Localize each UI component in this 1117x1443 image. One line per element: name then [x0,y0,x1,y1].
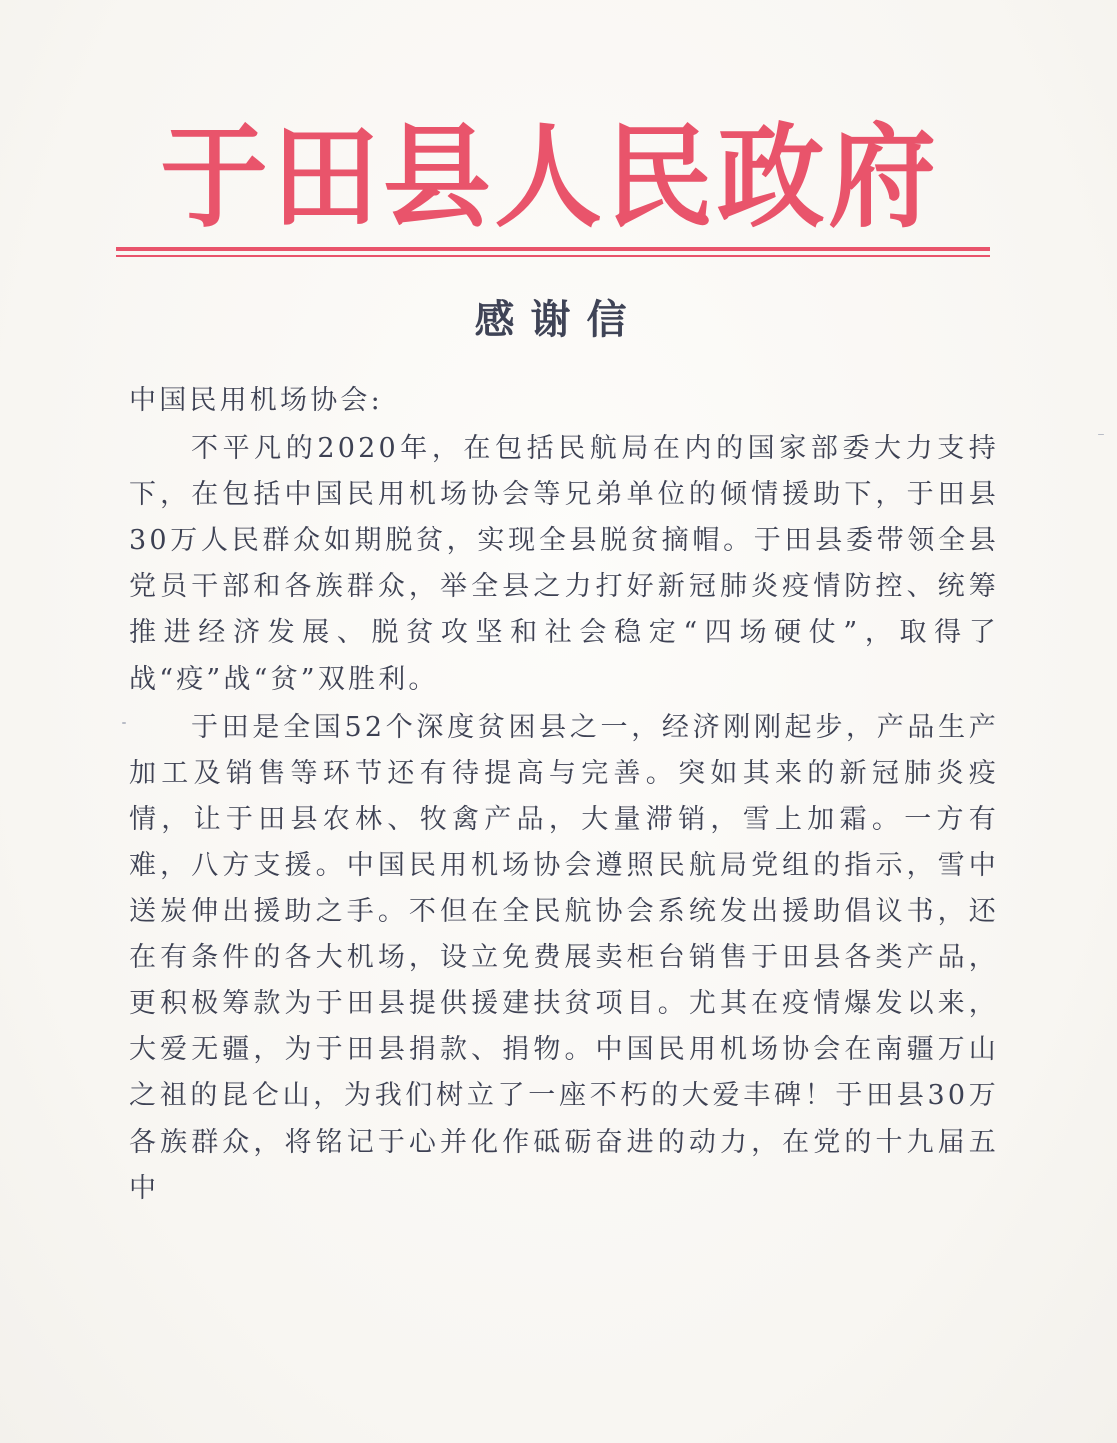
letterhead-red-rule-thin [116,255,990,257]
document-title: 感谢信 [474,297,643,343]
body-paragraph: 于田是全国52个深度贫困县之一，经济刚刚起步，产品生产加工及销售等环节还有待提高与完善。突如其来的新冠肺炎疫情，让于田县农林、牧禽产品，大量滞销，雪上加霜。一方有难，八方支援。中国民用机场协会遵照民航局党组的指示，雪中送炭伸出援助之手。不但在全民航协会系统发出援助倡议书，还在有条件的各大机场，设立免费展卖柜台销售于田县各类产品，更积极筹款为于田县提供援建扶贫项目。尤其在疫情爆发以来，大爱无疆，为于田县捐款、捐物。中国民用机场协会在南疆万山之祖的昆仑山，为我们树立了一座不朽的大爱丰碑！于田县30万各族群众，将铭记于心并化作砥砺奋进的动力，在党的十九届五中 [129,711,999,1204]
salutation: 中国民用机场协会: [129,385,383,416]
letterhead-red-rule-thick [116,247,990,251]
scan-speck [1098,434,1104,435]
scan-speck [122,722,126,724]
document-body [129,378,999,1212]
letterhead-org-name: 于田县人民政府 [160,113,940,243]
body-paragraph: 不平凡的2020年，在包括民航局在内的国家部委大力支持下，在包括中国民用机场协会等兄弟单位的倾情援助下，于田县30万人民群众如期脱贫，实现全县脱贫摘帽。于田县委带领全县党员干部和各族群众，举全县之力打好新冠肺炎疫情防控、统筹推进经济发展、脱贫攻坚和社会稳定“四场硬仗”，取得了战“疫”战“贫”双胜利。 [129,433,999,695]
